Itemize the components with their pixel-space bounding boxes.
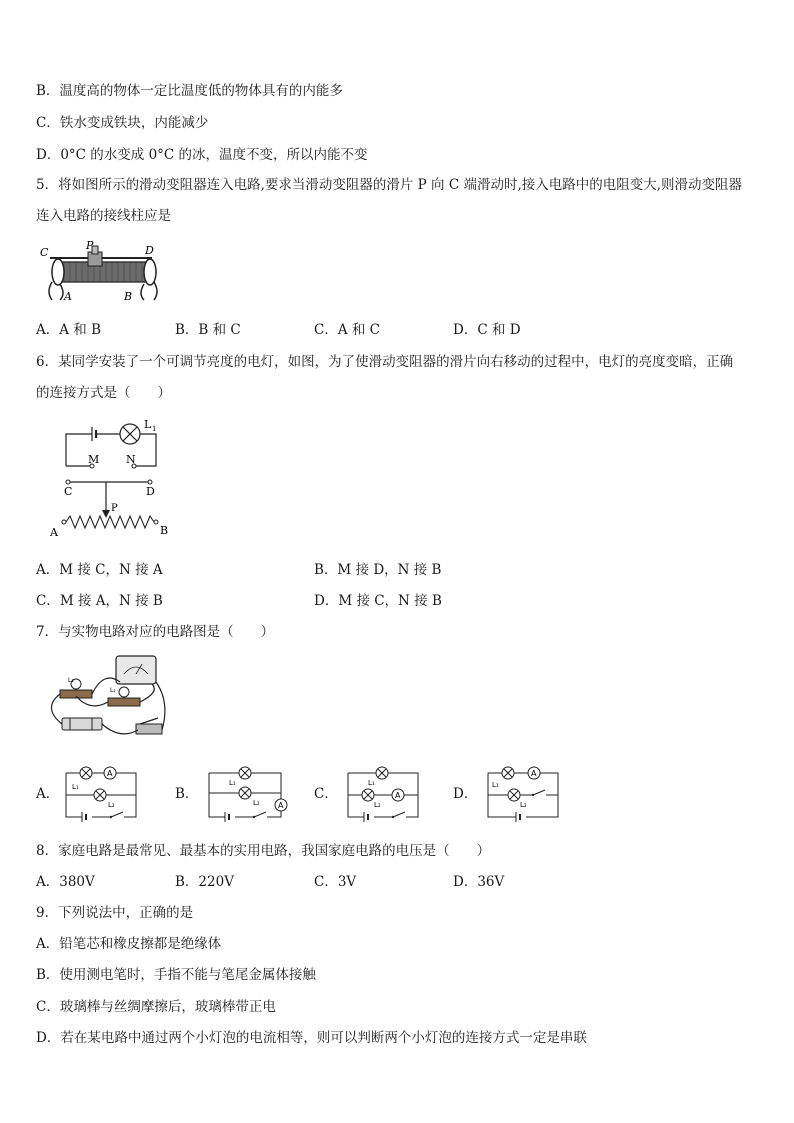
- q6-option-b: B．M 接 D，N 接 B: [314, 562, 442, 578]
- q8-option-a: A．380V: [36, 874, 95, 890]
- q7a-l1: L₁: [72, 783, 79, 791]
- q7c-l2: L₂: [374, 801, 381, 809]
- q7-option-d-diagram: [484, 765, 564, 825]
- q6-label-n: N: [126, 453, 136, 466]
- q5-rheostat-figure: [38, 240, 162, 304]
- q6-label-p: P: [111, 503, 118, 514]
- q6-label-l-sub: 1: [152, 425, 157, 433]
- q9-option-a: A．铅笔芯和橡皮擦都是绝缘体: [36, 936, 222, 952]
- q7-option-c-label: C．: [314, 786, 338, 802]
- q7b-l1: L₁: [229, 779, 236, 787]
- q6-label-b: B: [160, 524, 169, 537]
- q6-stem-line1: 6．某同学安装了一个可调节亮度的电灯，如图，为了使滑动变阻器的滑片向右移动的过程中，电灯的亮度变暗，正确: [36, 354, 734, 370]
- q7-option-a-label: A．: [36, 786, 60, 802]
- q6-circuit-figure: [44, 416, 184, 542]
- q7-physical-circuit-photo: [40, 652, 170, 744]
- q7-option-d-label: D．: [453, 786, 478, 802]
- q6-option-d: D．M 接 C，N 接 B: [314, 593, 442, 609]
- q4-option-d: D．0°C 的水变成 0°C 的冰，温度不变，所以内能不变: [36, 147, 368, 163]
- q9-stem: 9．下列说法中，正确的是: [36, 905, 194, 921]
- q7b-l2: L₂: [253, 799, 260, 807]
- q7c-ammeter-label: A: [395, 791, 401, 800]
- q9-option-b: B．使用测电笔时，手指不能与笔尾金属体接触: [36, 967, 316, 983]
- q5-option-d: D．C 和 D: [453, 322, 521, 338]
- q5-stem-line2: 连入电路的接线柱应是: [36, 208, 171, 224]
- q6-label-l: L: [144, 418, 152, 431]
- q5-option-c: C．A 和 C: [314, 322, 380, 338]
- q7d-ammeter-label: A: [531, 769, 537, 778]
- q7-photo-label-l2: L₂: [110, 687, 116, 694]
- q5-option-a: A．A 和 B: [36, 322, 102, 338]
- q8-option-b: B．220V: [175, 874, 234, 890]
- q5-label-d: D: [145, 244, 154, 257]
- q4-option-b: B．温度高的物体一定比温度低的物体具有的内能多: [36, 83, 343, 99]
- q4-option-c: C．铁水变成铁块，内能减少: [36, 115, 209, 131]
- q8-option-c: C．3V: [314, 874, 357, 890]
- q8-stem: 8．家庭电路是最常见、最基本的实用电路，我国家庭电路的电压是（ ）: [36, 843, 491, 859]
- q9-option-c: C．玻璃棒与丝绸摩擦后，玻璃棒带正电: [36, 999, 276, 1015]
- q6-label-m: M: [88, 453, 100, 466]
- q5-label-c: C: [40, 246, 49, 259]
- q6-label-a: A: [50, 526, 58, 539]
- q5-label-p: P: [86, 240, 94, 252]
- q8-option-d: D．36V: [453, 874, 505, 890]
- q6-stem-line2: 的连接方式是（ ）: [36, 385, 171, 401]
- q7-photo-label-l1: L₁: [68, 677, 74, 684]
- q7d-l1: L₁: [492, 781, 499, 789]
- q7-stem: 7．与实物电路对应的电路图是（ ）: [36, 624, 275, 640]
- q6-option-a: A．M 接 C，N 接 A: [36, 562, 163, 578]
- q7-option-b-diagram: [205, 765, 291, 825]
- q7-option-b-label: B．: [175, 786, 199, 802]
- q6-label-d: D: [146, 485, 155, 498]
- q5-label-a: A: [64, 290, 72, 303]
- q6-option-c: C．M 接 A，N 接 B: [36, 593, 163, 609]
- q9-option-d: D．若在某电路中通过两个小灯泡的电流相等，则可以判断两个小灯泡的连接方式一定是串联: [36, 1030, 587, 1046]
- q7-option-c-diagram: [344, 765, 424, 825]
- q5-option-b: B．B 和 C: [175, 322, 241, 338]
- q7b-ammeter-label: A: [278, 801, 284, 810]
- q6-label-c: C: [64, 485, 73, 498]
- q7a-l2: L₂: [108, 801, 115, 809]
- q5-label-b: B: [124, 290, 133, 303]
- q7-option-a-diagram: [62, 765, 140, 825]
- q5-stem-line1: 5．将如图所示的滑动变阻器连入电路,要求当滑动变阻器的滑片 P 向 C 端滑动时,接入电路中的电阻变大,则滑动变阻器: [36, 177, 743, 193]
- q7c-l1: L₁: [368, 779, 375, 787]
- q7d-l2: L₂: [520, 801, 527, 809]
- q7a-ammeter-label: A: [107, 769, 113, 778]
